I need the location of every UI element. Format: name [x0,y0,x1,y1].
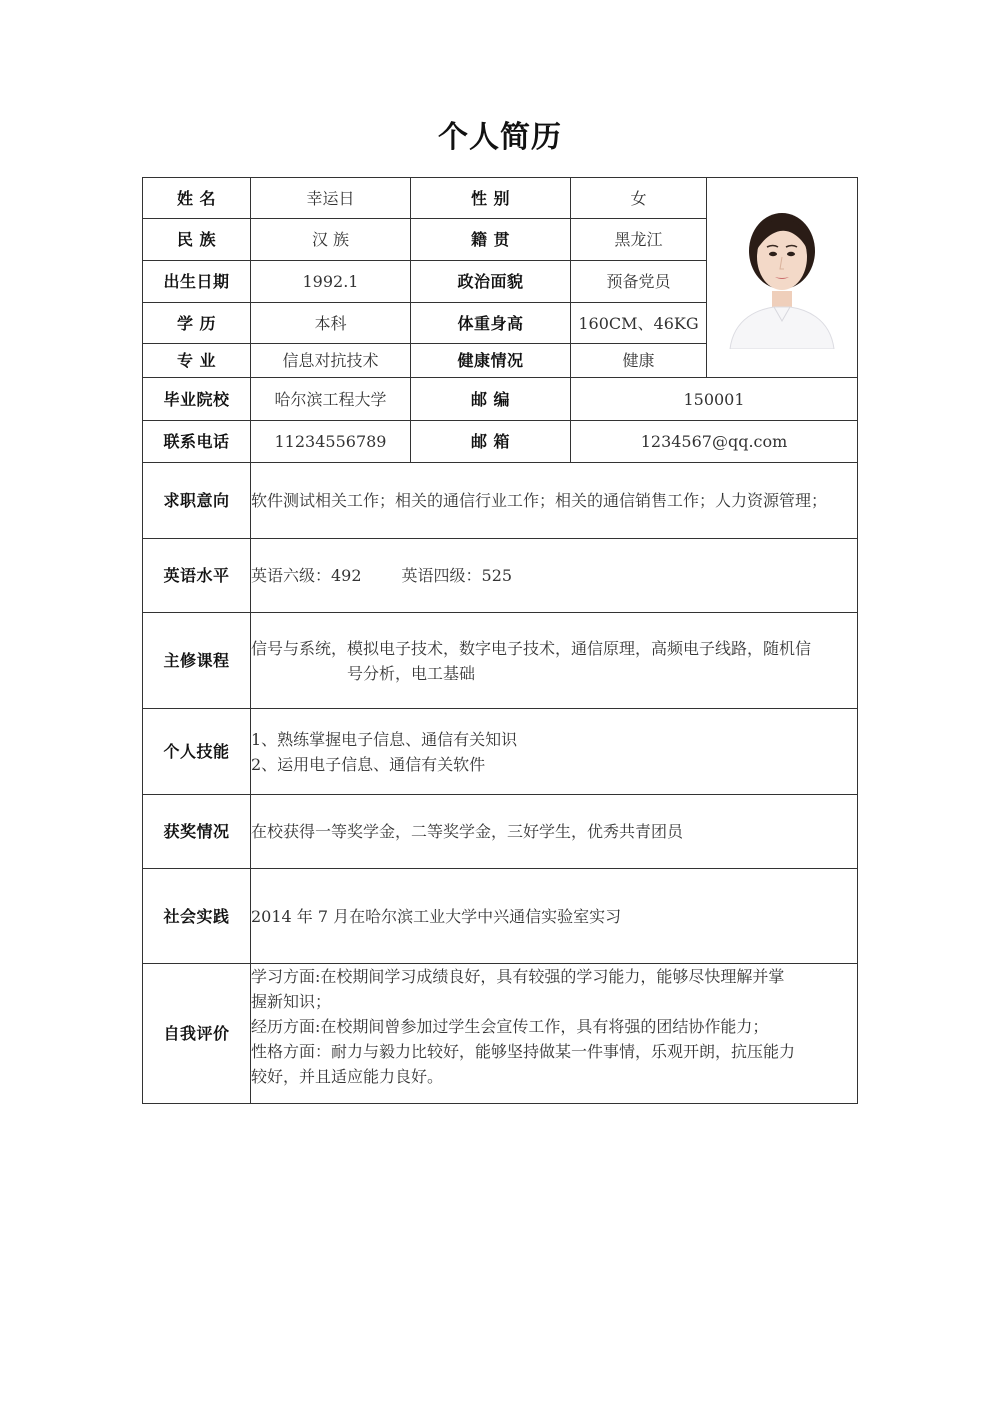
political-label: 政治面貌 [411,261,571,303]
practice-label: 社会实践 [143,869,251,964]
ethnicity-value: 汉 族 [251,219,411,261]
school-label: 毕业院校 [143,378,251,421]
row-self-eval [143,964,858,1104]
practice-text: 2014 年 7 月在哈尔滨工业大学中兴通信实验室实习 [251,869,858,964]
row-name-gender [143,178,858,219]
english-label: 英语水平 [143,539,251,613]
self-eval-line: 学习方面:在校期间学习成绩良好，具有较强的学习能力，能够尽快理解并掌 [251,967,785,986]
row-courses [143,613,858,709]
skill-item: 2、运用电子信息、通信有关软件 [251,754,486,774]
row-english [143,539,858,613]
self-eval-line: 性格方面：耐力与毅力比较好，能够坚持做某一件事情，乐观开朗，抗压能力 [251,1042,796,1061]
name-value: 幸运日 [251,178,411,219]
row-skills [143,709,858,795]
body-value: 160CM、46KG [571,303,707,344]
health-label: 健康情况 [411,344,571,378]
resume-title: 个人简历 [438,120,562,155]
body-label: 体重身高 [411,303,571,344]
gender-label: 性 别 [411,178,571,219]
phone-label: 联系电话 [143,421,251,463]
name-label: 姓 名 [143,178,251,219]
row-school-postcode [143,378,858,421]
awards-label: 获奖情况 [143,795,251,869]
education-value: 本科 [251,303,411,344]
self-eval-line: 握新知识； [251,992,332,1011]
email-label: 邮 箱 [411,421,571,463]
gender-value: 女 [571,178,707,219]
courses-line-2: 号分析，电工基础 [347,663,476,683]
self-eval-label: 自我评价 [143,964,251,1104]
ethnicity-label: 民 族 [143,219,251,261]
self-eval-line: 经历方面:在校期间曾参加过学生会宣传工作，具有将强的团结协作能力； [251,1017,769,1036]
courses-label: 主修课程 [143,613,251,709]
english-cet6: 英语六级：492 [251,566,362,585]
profile-photo [722,199,842,349]
health-value: 健康 [571,344,707,378]
objective-label: 求职意向 [143,463,251,539]
english-cet4: 英语四级：525 [401,566,513,585]
english-cell [251,539,858,613]
row-awards [143,795,858,869]
birth-value: 1992.1 [251,261,411,303]
skills-cell [251,709,858,795]
postcode-label: 邮 编 [411,378,571,421]
skill-item: 1、熟练掌握电子信息、通信有关知识 [251,729,518,749]
postcode-value: 150001 [571,378,858,421]
education-label: 学 历 [143,303,251,344]
birth-label: 出生日期 [143,261,251,303]
self-eval-line: 较好，并且适应能力良好。 [251,1067,444,1086]
row-phone-email [143,421,858,463]
row-objective [143,463,858,539]
courses-line-1: 信号与系统，模拟电子技术，数字电子技术，通信原理，高频电子线路，随机信 [251,638,812,658]
resume-table [142,177,858,1104]
objective-text: 软件测试相关工作；相关的通信行业工作；相关的通信销售工作；人力资源管理； [251,463,858,539]
major-label: 专 业 [143,344,251,378]
native-place-label: 籍 贯 [411,219,571,261]
native-place-value: 黑龙江 [571,219,707,261]
courses-cell [251,613,858,709]
row-practice [143,869,858,964]
self-eval-cell [251,964,858,1104]
major-value: 信息对抗技术 [251,344,411,378]
school-value: 哈尔滨工程大学 [251,378,411,421]
email-value: 1234567@qq.com [571,421,858,463]
photo-cell [707,178,858,378]
skills-label: 个人技能 [143,709,251,795]
phone-value: 11234556789 [251,421,411,463]
political-value: 预备党员 [571,261,707,303]
awards-text: 在校获得一等奖学金，二等奖学金，三好学生，优秀共青团员 [251,795,858,869]
